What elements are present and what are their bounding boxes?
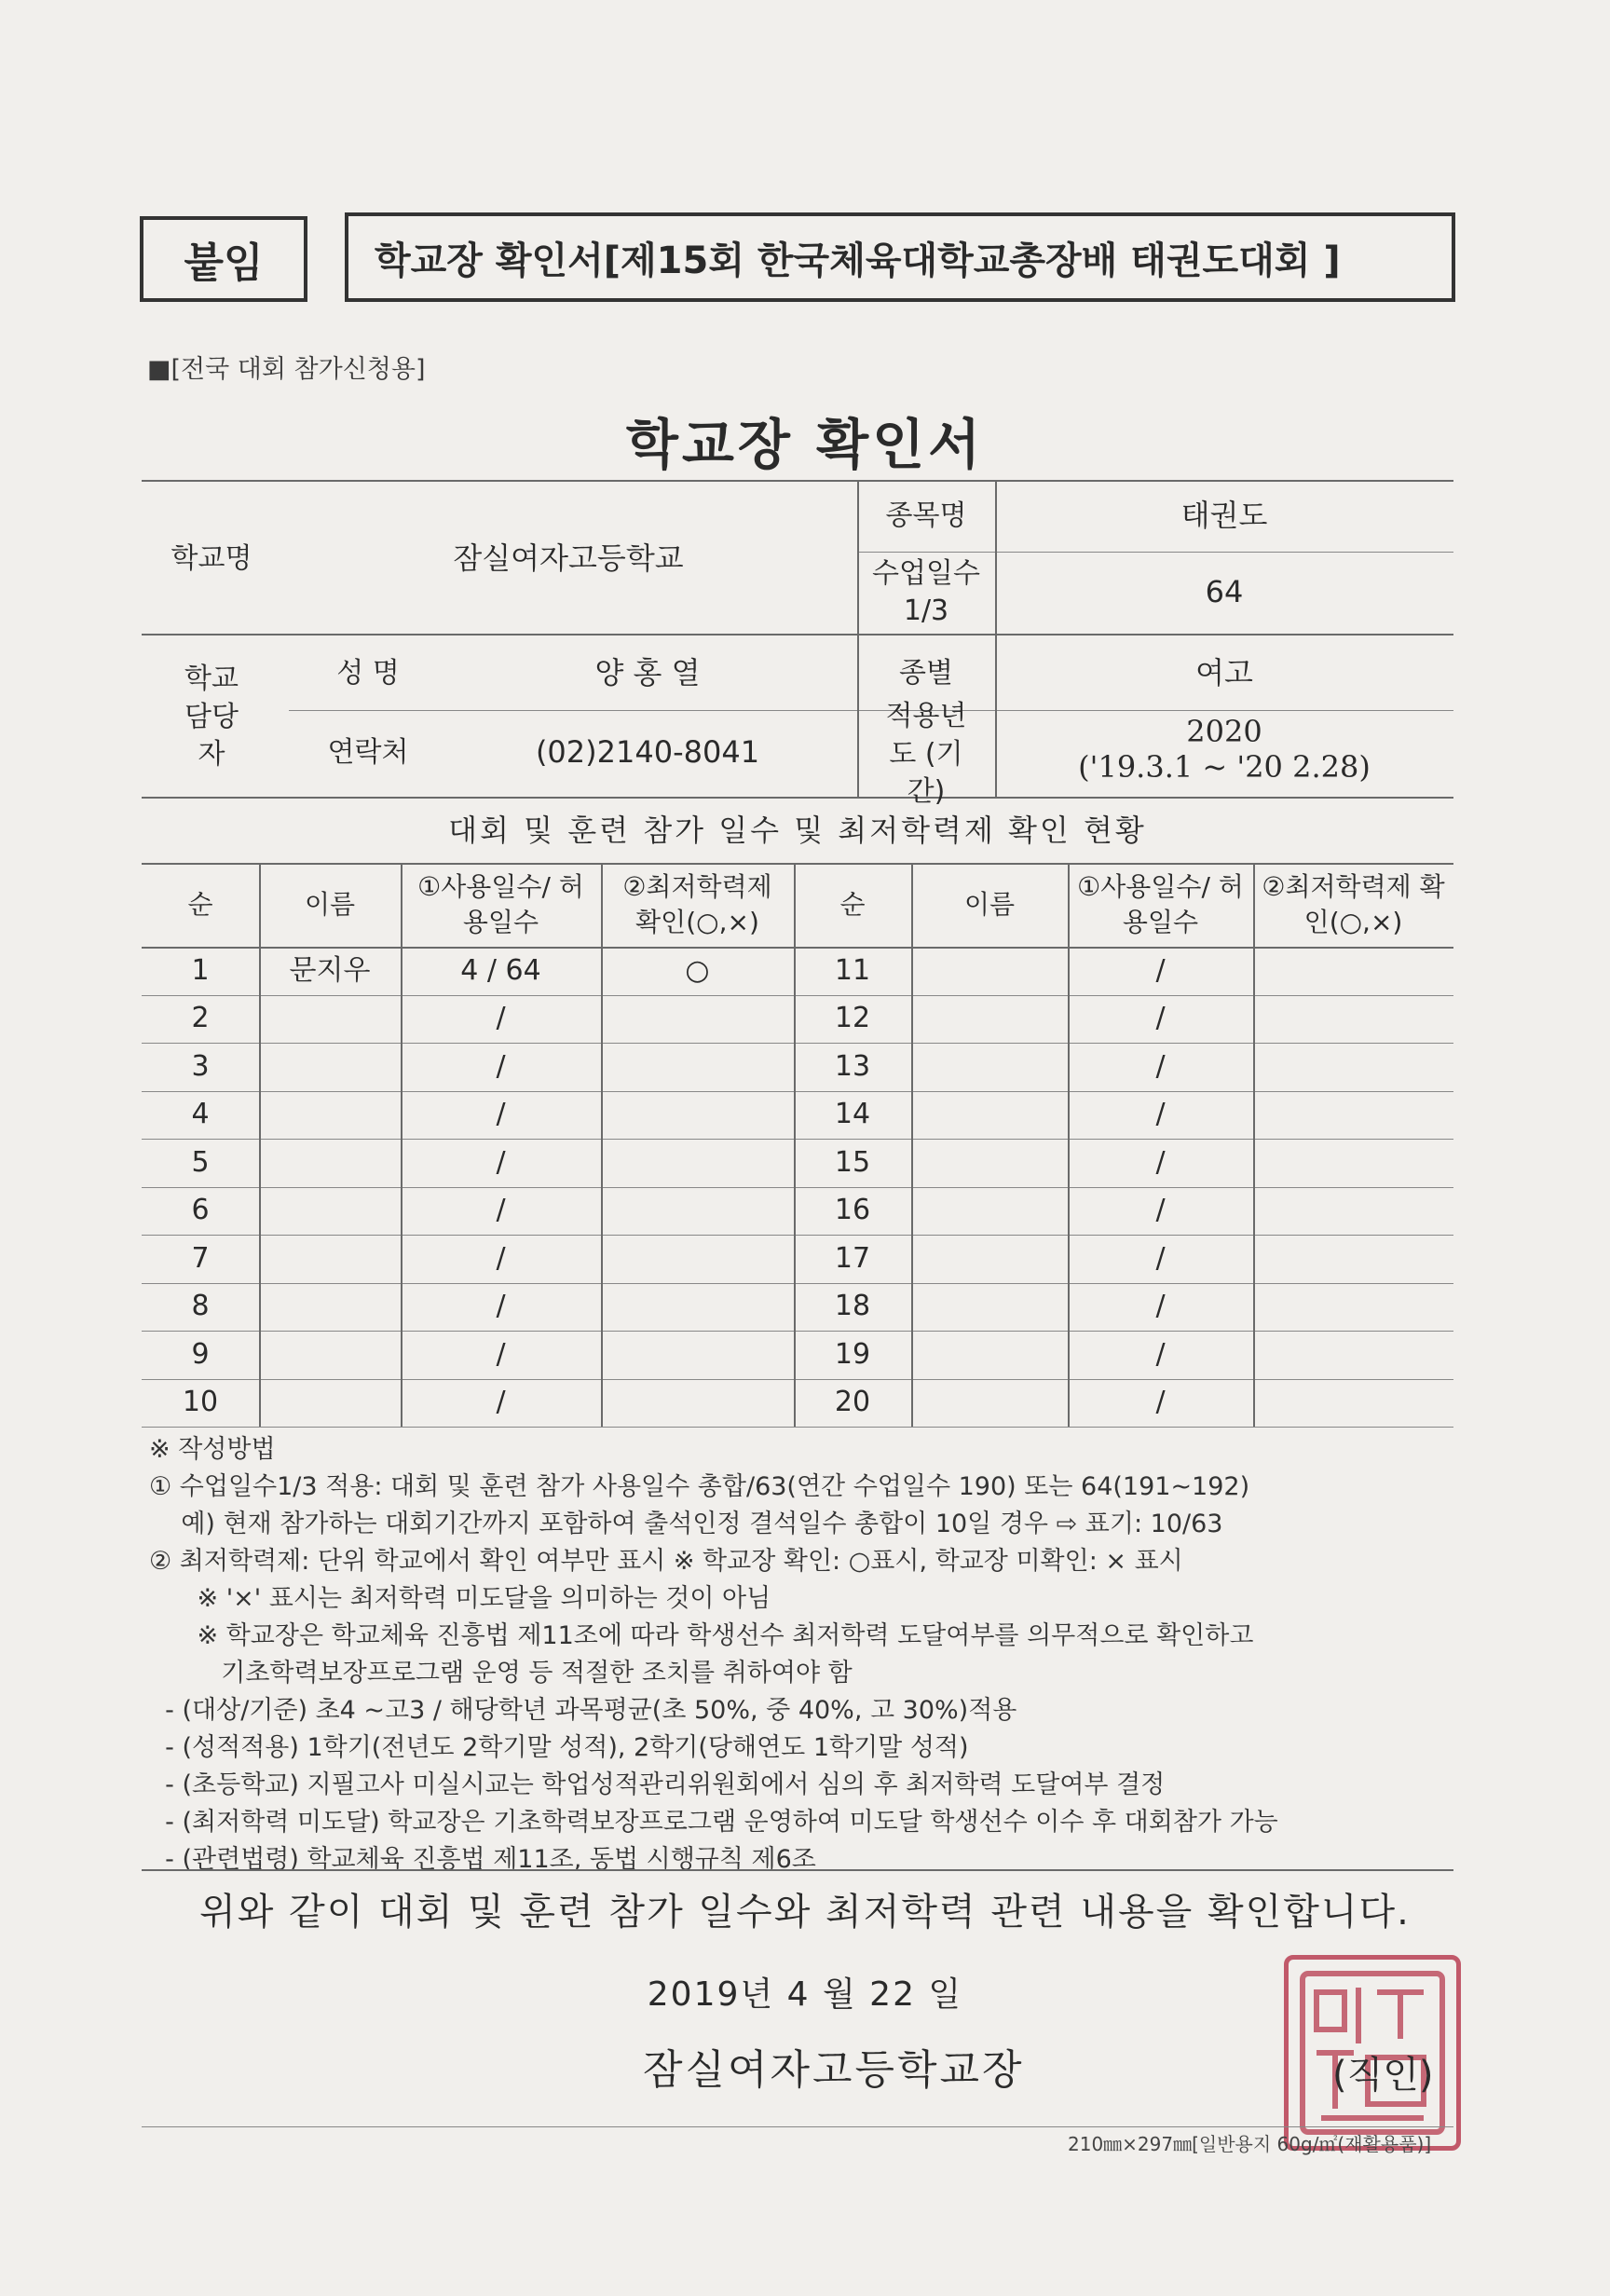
cell-check — [601, 1283, 794, 1332]
note-line: - (최저학력 미도달) 학교장은 기초학력보장프로그램 운영하여 미도달 학생선수 이수 후 대회참가 가능 — [149, 1808, 1278, 1837]
footer-line — [142, 2126, 1453, 2127]
cell-no: 2 — [191, 1002, 210, 1034]
document-header-title: 학교장 확인서[제15회 한국체육대학교총장배 태권도대회 ] — [345, 212, 1455, 302]
cell-name — [911, 1283, 1068, 1332]
attachment-label: 붙임 — [140, 216, 307, 302]
cell-no: 19 — [834, 1337, 871, 1371]
cell-no: 16 — [834, 1194, 871, 1226]
table-header-check: ②최저학력제 확인(○,×) — [1262, 871, 1445, 937]
note-line: ※ '×' 표시는 최저학력 미도달을 의미하는 것이 아님 — [149, 1584, 771, 1613]
cell-name — [911, 1235, 1068, 1283]
sport-value: 태권도 — [1180, 498, 1268, 534]
info-top-line — [142, 480, 1453, 482]
name-label: 성 명 — [336, 656, 400, 690]
cell-name: 문지우 — [289, 953, 371, 987]
cell-check — [1253, 1139, 1453, 1187]
cell-check — [1253, 1379, 1453, 1428]
sign-date: 2019년 4 월 22 일 — [647, 1975, 963, 2014]
cell-days: / — [496, 1145, 506, 1179]
note-line: - (성적적용) 1학기(전년도 2학기말 성적), 2학기(당해연도 1학기말 성적) — [149, 1733, 969, 1762]
cell-no: 20 — [834, 1386, 871, 1418]
cell-name — [259, 1331, 401, 1379]
note-line: - (관련법령) 학교체육 진흥법 제11조, 동법 시행규칙 제6조 — [149, 1845, 816, 1874]
notes-bottom-line — [142, 1869, 1453, 1871]
cell-check — [601, 1379, 794, 1428]
info-line — [289, 710, 1453, 711]
cell-no: 3 — [191, 1049, 210, 1083]
cell-check — [1253, 1283, 1453, 1332]
cell-no: 6 — [191, 1194, 210, 1226]
cell-no: 12 — [834, 1002, 871, 1034]
year-label: 적용년도 (기간) — [885, 700, 967, 809]
confirmation-text: 위와 같이 대회 및 훈련 참가 일수와 최저학력 관련 내용을 확인합니다. — [199, 1891, 1411, 1934]
table-header-name: 이름 — [304, 889, 356, 921]
cell-days: / — [1155, 1002, 1166, 1034]
note-line: ※ 학교장은 학교체육 진흥법 제11조에 따라 학생선수 최저학력 도달여부를 의무적으로 확인하고 — [149, 1621, 1254, 1650]
school-label: 학교명 — [171, 541, 252, 575]
cell-days: / — [1155, 1290, 1166, 1322]
cell-check — [601, 995, 794, 1044]
cell-name — [259, 1235, 401, 1283]
principal-name: 잠실여자고등학교장 — [643, 2046, 1025, 2094]
paper-spec: 210㎜×297㎜[일반용지 60g/㎡(재활용품)] — [1068, 2133, 1432, 2155]
note-line: - (초등학교) 지필고사 미실시교는 학업성적관리위원회에서 심의 후 최저학력 도달여부 결정 — [149, 1770, 1166, 1799]
cell-check — [1253, 995, 1453, 1044]
cell-check — [601, 1187, 794, 1236]
cell-check — [601, 1091, 794, 1140]
year-value: 2020 — [1186, 714, 1262, 749]
note-line: ① 수업일수1/3 적용: 대회 및 훈련 참가 사용일수 총합/63(연간 수업일수 190) 또는 64(191~192) — [149, 1472, 1250, 1501]
cell-name — [911, 995, 1068, 1044]
note-line: ※ 작성방법 — [149, 1435, 276, 1464]
cell-check — [1253, 947, 1453, 995]
seal-label: (직인) — [1332, 2054, 1434, 2097]
cell-check — [1253, 1331, 1453, 1379]
cell-check — [601, 1139, 794, 1187]
cell-name — [911, 947, 1068, 995]
cell-no: 10 — [182, 1386, 219, 1418]
cell-name — [911, 1379, 1068, 1428]
cell-name — [259, 995, 401, 1044]
cell-days: / — [496, 1002, 506, 1034]
cell-name — [259, 1043, 401, 1091]
cell-name — [259, 1379, 401, 1428]
note-line: ② 최저학력제: 단위 학교에서 확인 여부만 표시 ※ 학교장 확인: ○표시, 학교장 미확인: × 표시 — [149, 1547, 1183, 1576]
cell-check — [1253, 1043, 1453, 1091]
school-value: 잠실여자고등학교 — [453, 540, 684, 577]
table-row-line — [142, 1427, 1453, 1428]
cell-name — [911, 1187, 1068, 1236]
table-header-no: 순 — [187, 889, 213, 921]
year-cell — [995, 714, 1453, 785]
cell-no: 13 — [834, 1049, 871, 1083]
note-line: 기초학력보장프로그램 운영 등 적절한 조치를 취하여야 함 — [149, 1659, 853, 1688]
notes-section — [149, 1431, 1278, 1879]
cell-no: 18 — [834, 1290, 871, 1322]
table-header-no: 순 — [839, 889, 866, 921]
contact-label: 연락처 — [327, 735, 409, 769]
note-line: - (대상/기준) 초4 ~고3 / 해당학년 과목평균(초 50%, 중 40%, 고 30%)적용 — [149, 1696, 1017, 1725]
cell-no: 14 — [834, 1098, 871, 1130]
contact-value: (02)2140-8041 — [535, 734, 760, 771]
cell-days: / — [1155, 1145, 1166, 1179]
usage-tag: ■[전국 대회 참가신청용] — [147, 355, 426, 384]
sport-label: 종목명 — [885, 499, 967, 532]
table-header-name: 이름 — [963, 889, 1016, 921]
cell-days: / — [496, 1337, 506, 1371]
cell-check: ○ — [685, 953, 710, 987]
period-value: ('19.3.1 ~ '20 2.28) — [1078, 749, 1371, 785]
cell-no: 11 — [834, 953, 871, 987]
table-header-days: ①사용일수/ 허용일수 — [417, 871, 584, 937]
cell-days: / — [496, 1049, 506, 1083]
name-value: 양 홍 열 — [594, 655, 701, 691]
cell-no: 17 — [834, 1241, 871, 1275]
note-line: 예) 현재 참가하는 대회기간까지 포함하여 출석인정 결석일수 총합이 10일 경우 ⇨ 표기: 10/63 — [149, 1510, 1223, 1538]
cell-check — [1253, 1235, 1453, 1283]
cell-days: / — [1155, 1386, 1166, 1418]
cell-days: / — [496, 1098, 506, 1130]
table-header-check: ②최저학력제 확인(○,×) — [622, 871, 772, 937]
cell-days: / — [1155, 1337, 1166, 1371]
cell-name — [259, 1283, 401, 1332]
cell-days: / — [1155, 953, 1166, 987]
cell-no: 7 — [191, 1241, 210, 1275]
type-value: 여고 — [1195, 655, 1253, 691]
info-bottom-line — [142, 797, 1453, 799]
cell-days: / — [496, 1290, 506, 1322]
cell-check — [1253, 1091, 1453, 1140]
cell-check — [601, 1235, 794, 1283]
cell-name — [259, 1091, 401, 1140]
cell-name — [911, 1139, 1068, 1187]
cell-no: 1 — [191, 953, 210, 987]
cell-days: / — [496, 1386, 506, 1418]
cell-days: 4 / 64 — [460, 953, 541, 987]
cell-name — [911, 1043, 1068, 1091]
days-value: 64 — [1205, 574, 1244, 610]
cell-name — [259, 1139, 401, 1187]
cell-no: 15 — [834, 1145, 871, 1179]
cell-check — [601, 1043, 794, 1091]
cell-name — [911, 1331, 1068, 1379]
cell-no: 4 — [191, 1098, 210, 1130]
section-title: 대회 및 훈련 참가 일수 및 최저학력제 확인 현황 — [448, 813, 1147, 848]
type-label: 종별 — [899, 656, 953, 690]
cell-no: 5 — [191, 1145, 210, 1179]
cell-days: / — [496, 1194, 506, 1226]
cell-no: 9 — [191, 1337, 210, 1371]
cell-name — [911, 1091, 1068, 1140]
cell-no: 8 — [191, 1290, 210, 1322]
manager-label: 학교 담당자 — [184, 663, 239, 772]
cell-check — [601, 1331, 794, 1379]
table-header-days: ①사용일수/ 허용일수 — [1077, 871, 1244, 937]
cell-days: / — [1155, 1049, 1166, 1083]
cell-check — [1253, 1187, 1453, 1236]
days-label: 수업일수 1/3 — [872, 556, 980, 627]
main-title: 학교장 확인서 — [625, 413, 985, 476]
cell-days: / — [496, 1241, 506, 1275]
cell-days: / — [1155, 1241, 1166, 1275]
cell-days: / — [1155, 1194, 1166, 1226]
cell-days: / — [1155, 1098, 1166, 1130]
cell-name — [259, 1187, 401, 1236]
info-mid-line — [142, 634, 1453, 636]
